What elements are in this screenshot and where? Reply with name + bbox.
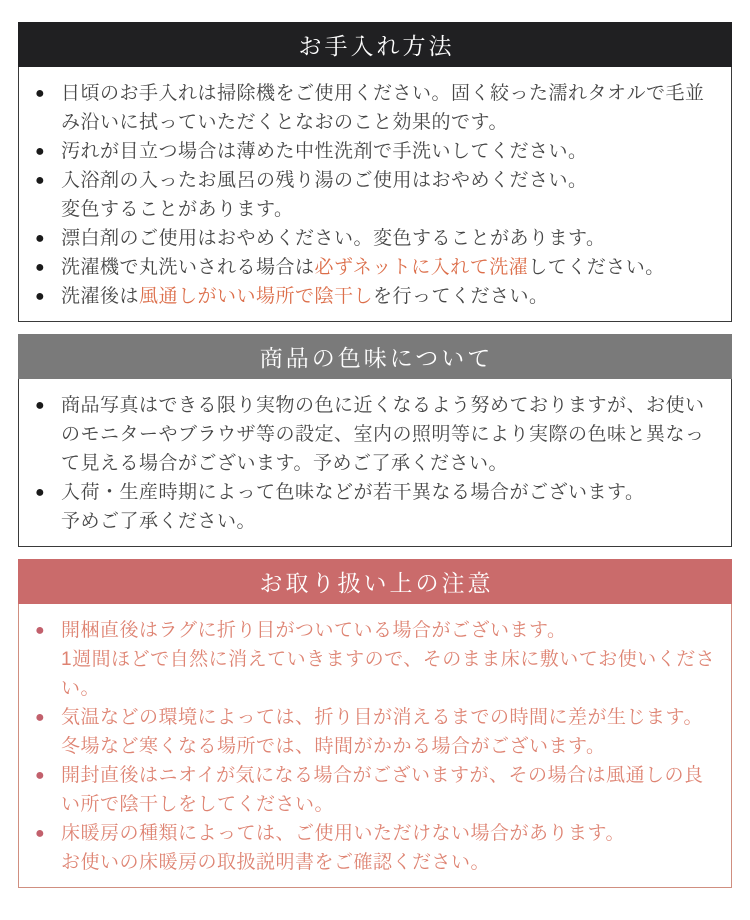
bullet-icon: ● — [35, 709, 46, 726]
plain-text: 入荷・生産時期によって色味などが若干異なる場合がございます。 — [61, 482, 645, 503]
plain-text: 1週間ほどで自然に消えていきますので、そのまま床に敷いてお使いください。 — [61, 649, 716, 699]
list-item-text — [61, 616, 719, 703]
highlighted-text: 必ずネットに入れて洗濯 — [314, 257, 529, 278]
section-header-color — [18, 334, 732, 379]
list-item-text — [61, 253, 719, 282]
plain-text: 汚れが目立つ場合は薄めた中性洗剤で手洗いしてください。 — [61, 141, 588, 162]
plain-text: 床暖房の種類によっては、ご使用いただけない場合があります。 — [61, 823, 625, 844]
plain-text: 洗濯機で丸洗いされる場合は — [61, 257, 315, 278]
list-item — [35, 137, 719, 166]
list-item-text — [61, 703, 719, 761]
plain-text: を行ってください。 — [373, 286, 549, 307]
list-item — [35, 79, 719, 137]
bullet-icon: ● — [35, 172, 46, 189]
list-item — [35, 282, 719, 311]
list-item — [35, 761, 719, 819]
list-item — [35, 616, 719, 703]
warning-item-list — [35, 616, 719, 877]
bullet-icon: ● — [35, 143, 46, 160]
bullet-icon: ● — [35, 397, 46, 414]
plain-text: 予めご了承ください。 — [61, 511, 257, 532]
bullet-icon: ● — [35, 230, 46, 247]
list-item — [35, 166, 719, 224]
plain-text: 開梱直後はラグに折り目がついている場合がございます。 — [61, 620, 567, 641]
list-item-text — [61, 224, 719, 253]
bullet-icon: ● — [35, 767, 46, 784]
list-item-text — [61, 819, 719, 877]
section-care-instructions — [18, 22, 732, 322]
list-item — [35, 478, 719, 536]
plain-text: 商品写真はできる限り実物の色に近くなるよう努めておりますが、お使いのモニターやブラウザ等の設定、室内の照明等により実際の色味と異なって見える場合がございます。予めご了承ください。 — [61, 395, 705, 474]
plain-text: 変色することがあります。 — [61, 199, 294, 220]
plain-text: してください。 — [528, 257, 665, 278]
section-color-notice — [18, 334, 732, 547]
section-header-warning — [18, 559, 732, 604]
section-body-color — [18, 379, 732, 547]
section-header-care — [18, 22, 732, 67]
plain-text: 漂白剤のご使用はおやめください。変色することがあります。 — [61, 228, 606, 249]
plain-text: 開封直後はニオイが気になる場合がございますが、その場合は風通しの良い所で陰干しをしてください。 — [61, 765, 704, 815]
bullet-icon: ● — [35, 85, 46, 102]
list-item — [35, 253, 719, 282]
plain-text: 洗濯後は — [61, 286, 140, 307]
section-title: お取り扱い上の注意 — [259, 570, 494, 596]
bullet-icon: ● — [35, 622, 46, 639]
list-item-text — [61, 391, 719, 478]
list-item-text — [61, 79, 719, 137]
list-item — [35, 391, 719, 478]
plain-text: 入浴剤の入ったお風呂の残り湯のご使用はおやめください。 — [61, 170, 588, 191]
list-item-text — [61, 166, 719, 224]
section-body-care — [18, 67, 732, 322]
highlighted-text: 風通しがいい場所で陰干し — [139, 286, 374, 307]
list-item — [35, 819, 719, 877]
list-item-text — [61, 478, 719, 536]
section-handling-warnings — [18, 559, 732, 888]
bullet-icon: ● — [35, 825, 46, 842]
plain-text: 気温などの環境によっては、折り目が消えるまでの時間に差が生じます。 — [61, 707, 703, 728]
bullet-icon: ● — [35, 259, 46, 276]
list-item-text — [61, 761, 719, 819]
section-title: 商品の色味について — [259, 345, 494, 371]
bullet-icon: ● — [35, 288, 46, 305]
plain-text: お使いの床暖房の取扱説明書をご確認ください。 — [61, 852, 491, 873]
plain-text: 日頃のお手入れは掃除機をご使用ください。固く絞った濡れタオルで毛並み沿いに拭っていただくとなおのこと効果的です。 — [61, 83, 705, 133]
list-item-text — [61, 282, 719, 311]
list-item — [35, 703, 719, 761]
bullet-icon: ● — [35, 484, 46, 501]
section-title: お手入れ方法 — [298, 33, 455, 59]
section-body-warning — [18, 604, 732, 888]
list-item-text — [61, 137, 719, 166]
color-item-list — [35, 391, 719, 536]
plain-text: 冬場など寒くなる場所では、時間がかかる場合がございます。 — [61, 736, 606, 757]
list-item — [35, 224, 719, 253]
care-item-list — [35, 79, 719, 311]
